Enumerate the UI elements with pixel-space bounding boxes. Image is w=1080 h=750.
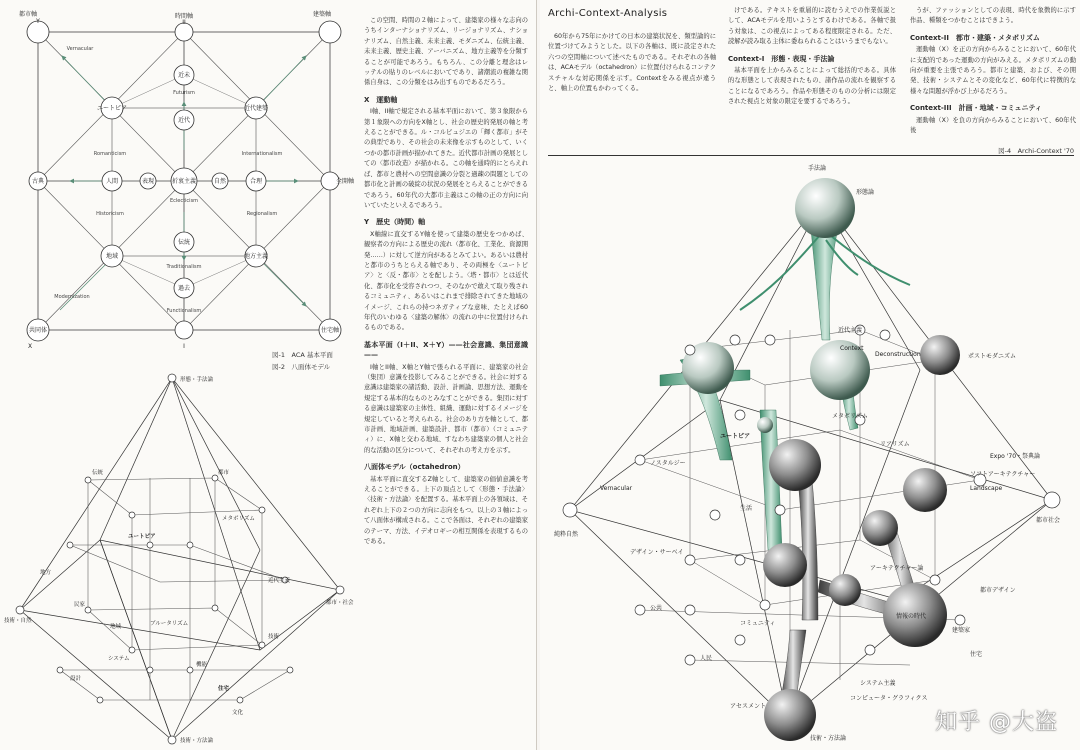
label-housing-axis: 住宅軸 — [320, 327, 340, 334]
sphere-top — [795, 178, 855, 238]
label-open-axis: 全開軸 — [335, 178, 355, 185]
label-eclecticism: Eclecticism — [169, 198, 199, 204]
context-1-heading: Context-I 形態・表現・手法論 — [728, 54, 835, 63]
right-text-column-1 — [548, 32, 716, 100]
oct-label-brutalism: ブルータリズム — [150, 621, 189, 627]
label-nature: 自然 — [213, 178, 227, 185]
f4-post-modern: ポストモダニズム — [968, 353, 1017, 360]
f4-landscape: Landscape — [970, 485, 1003, 492]
oct-label-city: 都市 — [218, 470, 230, 476]
oct-label-tradition: 伝統 — [92, 470, 104, 476]
section-y-title: Y 歴史（時間）軸 — [364, 218, 426, 227]
label-vernacular: Vernacular — [66, 46, 94, 52]
f4-arch-fake: ソフトアーキテクチャー — [970, 471, 1036, 478]
section-x-title: X 運動軸 — [364, 95, 398, 104]
label-axis-x: X — [27, 343, 33, 350]
f4-community: コミュニティ — [740, 620, 776, 627]
label-modern: 近代 — [177, 117, 191, 124]
label-axis-ii: II — [182, 19, 186, 26]
figure-octahedron-model — [0, 370, 360, 748]
figure-divider — [548, 155, 1074, 156]
label-human: 人間 — [105, 178, 119, 185]
label-top-center: 時間軸 — [174, 13, 194, 20]
oct-label-vernacular: 民家 — [74, 602, 86, 608]
label-axis-y: Y — [36, 18, 40, 25]
f4-utopia: ユートピア — [720, 433, 751, 440]
oct-label-modern: 近代主義 — [268, 578, 291, 584]
label-top-left: 都市軸 — [18, 11, 38, 18]
label-romanticism: Romanticism — [93, 151, 127, 157]
context-3-heading: Context-III 計画・地域・コミュニティ — [910, 104, 1042, 113]
f4-public: 公共 — [650, 605, 663, 612]
oct-label-top: 形態・手法論 — [180, 377, 214, 383]
sphere-bottom — [764, 689, 816, 741]
oct-label-region2: 地方 — [40, 570, 52, 576]
f4-city-design: 都市デザイン — [980, 587, 1016, 594]
context-2-body: 運動軸（X）を正の方向からみることにおいて、60年代に支配的であった運動の方向がみえる。メタボリズムの動向が重要を主張であろう。都市と建築、および、その開発、技術・システムとその変化など、60年代に特徴的な様々な問題が浮かび上がるだろう。 — [910, 46, 1076, 95]
label-functionalism: Functionalism — [166, 308, 202, 314]
label-top-right: 建築軸 — [312, 11, 332, 18]
label-modern-arch: 近代建築 — [243, 105, 269, 112]
oct-label-system: システム — [108, 656, 130, 662]
label-past: 過去 — [177, 285, 191, 292]
left-text-column — [364, 16, 528, 554]
section-octa-body: 基本平面に直交するZ軸として、建築家の価値意識を考えることができる。上下の頂点として〈形態・手法論〉〈技術・方法論〉を配置する。基本平面上の各領域は、それぞれ上下の２つの方向に志向をもつ。以上の３軸によって八面体が構成される。ここで各面は、それぞれの建築家のテーマ、方法、イデオロギーの相互関係を表現するものである。 — [364, 475, 528, 546]
label-internationalism: Internationalism — [241, 151, 283, 157]
section-x-body: I軸、II軸で規定される基本平面において、第３象限から第１象限への方向をX軸とし、社会の歴史的発展の軸と考えることができる。ル・コルビュジエの「輝く都市」がその典型であり、その社会の未来像を示すものとして、いくつかの都市計画が描かれてきた。近代都市計画の発展としての〈都市改造〉が描かれる。この軸を通時的にとらえれば、都市と農村への空間意識の分裂と過疎の問題としての都市化と計画の破綻の状況の発展をとらえることができるであろう。60年代の大都市主義はこの軸の正の方向に向いていたといえるであろう。 — [364, 108, 528, 209]
context-3-body: 運動軸（X）を負の方向からみることにおいて、60年代後 — [910, 116, 1076, 135]
label-historicism: Historicism — [96, 211, 124, 217]
f4-top: 手法論 — [808, 165, 827, 172]
left-page — [0, 0, 537, 750]
label-local: 地域 — [105, 253, 119, 260]
right-col1-paragraph: 60年から75年にかけての日本の建築状況を、類型論的に位置づけてみようとした。以下の各軸は、既に設定された六つの空間軸について述べたものである。それぞれの各軸は、ACAモデル（octahedron）に位置付けられるコンテクスチャルな対応関係を示す。Contextをみる視点が違うと、軸上の位置もかわってくる。 — [548, 33, 716, 93]
context-2-heading: Context-II 都市・建築・メタボリズム — [910, 33, 1040, 42]
oct-label-technology: 技術 — [268, 634, 280, 640]
oct-label-right: 都市・社会 — [326, 600, 354, 606]
label-regionalism: Regionalism — [246, 211, 278, 217]
section-plane-body: I軸とII軸、X軸とY軸で張られる平面に、建築家の社会（集団）意識を投影してみることができる。社会に対する意識は建築家の諸活動、設計、計画論、思想方法、運動を規定する基本的なものとみなすことができる。集団に対する意識は建築家の主体性、組織、運動に対するイメージを規定していると考えられる。社会のあり方を軸として、都市計画、地域計画、建築設計、都市（都市）（コミュニティ）に、X軸と交わる地域、すなわち建築家の個人と社会的な活動の区分について、それぞれの考え方を示す。 — [364, 363, 528, 454]
oct-label-metabolism: メタボリズム — [222, 516, 255, 522]
f4-architect: 建築家 — [952, 627, 971, 634]
f4-modern: 近代主義 — [838, 327, 863, 334]
f4-vernacular: Vernacular — [600, 485, 633, 492]
figure4-caption: 図-4 Archi-Context '70 — [998, 147, 1074, 155]
f4-deconstruct: Deconstruction — [875, 351, 921, 358]
section-octa-title: 八面体モデル（octahedron） — [364, 463, 465, 472]
label-modernization: Modernization — [54, 294, 90, 300]
label-axis-i: I — [183, 343, 185, 350]
f4-bottom: 技術・方法論 — [810, 735, 847, 742]
oct-label-housing: 住宅 — [218, 686, 230, 692]
context-1-body: 基本平面を上からみることによって総括的である。具体的な形態として表現されたもの、諸作品の流れを観察することになるであろう。作品や形態そのものの分析には限定された視点と対象の限定を要するであろう。 — [728, 67, 896, 106]
oct-label-culture: 文化 — [232, 710, 244, 716]
label-utopia: ユートピア — [96, 105, 128, 112]
f4-left: 純粋自然 — [554, 531, 579, 538]
label-futurism: Futurism — [173, 90, 195, 96]
f4-expo: Expo '70・祭典論 — [990, 453, 1041, 460]
f4-design-survey: デザイン・サーベイ — [630, 549, 684, 556]
label-expression: 表現 — [141, 178, 155, 185]
f4-assessment: アセスメント — [730, 703, 766, 710]
label-rational: 合理 — [249, 178, 263, 185]
section-plane-title: 基本平面（I＋II、X＋Y）——社会意識、集団意識—— — [364, 340, 528, 360]
figure-archi-context-70 — [540, 160, 1080, 748]
f4-archi-ways: アーキテクチャー論 — [870, 565, 924, 572]
intro-paragraph: この空間、時間の２軸によって、建築家の様々な志向のうちインターナショナリズム、リージョナリズム、ナショナリズム、自然主義、未来主義、モダニズム、伝統主義、未来主義、歴史主義、アーバニズム、地方主義等を分類することが可能であろう。もちろん、この分離と理念はレッテルの貼りのレベルにおいてであり、諸潮流の複雑な関係自身は、この分類をはみ出すものであるだろう。 — [364, 17, 528, 87]
label-near-future: 近未 — [177, 72, 191, 79]
section-y-body: X軸線に直交するY軸を使って建築の歴史をつかめば、観察者の方向による歴史の流れ（都市化、工業化、資源開発……）に対して逆方向があるとみてよい。あるいは農村と都市のうちとらえる軸であり、その両極を〈ユートピア〉と〈反・都市〉とを配しよう。〈塔・都市〉とは近代化、都市化を受容されつつ、そのなかで敢えて取り残されるコミュニティ、あるいはこれまで排除されてきた地域のイメージ、これらの持つネガティブな意味、たとえば60年代のいわゆる〈建築の解体〉の流れの中に位置付けられるものである。 — [364, 230, 528, 332]
f4-people: 人民 — [700, 655, 713, 662]
label-traditionalism: Traditionalism — [166, 264, 202, 270]
right-col2-paragraph: けである。テキストを重層的に読むうえでの作業仮説として、ACAモデルを用いようとするわけである。各軸で扱う対象は、この視点によってある程度限定される。ただ、読解が読み取る主体に委ねられることはいうまでもない。 — [728, 7, 896, 46]
figure1-caption: 図-1 ACA 基本平面 — [272, 351, 333, 359]
right-page — [540, 0, 1080, 750]
label-regional: 地方主義 — [243, 253, 269, 260]
f4-life: 生活 — [740, 505, 753, 512]
label-classic: 古典 — [31, 178, 45, 185]
f4-info-age: 情報の時代 — [896, 613, 927, 620]
oct-label-function: 機能 — [196, 662, 208, 668]
label-community: 共同体 — [28, 327, 48, 334]
f4-realism: リアリズム — [880, 441, 910, 448]
figure-aca-basic-plane — [0, 10, 360, 355]
oct-label-region: 地域 — [110, 624, 122, 630]
right-text-column-2 — [728, 6, 896, 114]
label-tradition: 伝統 — [177, 239, 191, 246]
oct-label-bottom: 技術・方法論 — [180, 738, 214, 744]
right-text-column-3 — [910, 6, 1076, 142]
label-eclectic: 折衷主義 — [171, 178, 197, 185]
oct-label-design: 設計 — [70, 676, 82, 682]
f4-metabolism: メタボリズム — [832, 413, 868, 420]
right-col3-paragraph: うが、ファッションとしての表現、時代を象徴的に示す作品、種類をつかむことはできよう。 — [910, 7, 1076, 25]
watermark-zhihu: 知乎 @大盗 — [935, 710, 1058, 735]
oct-label-utopia: ユートピア — [128, 534, 156, 540]
figure2-caption: 図-2 八面体モデル — [272, 363, 331, 371]
article-title: Archi-Context-Analysis — [548, 8, 668, 19]
f4-context: Context — [840, 345, 864, 352]
f4-nostalgia: ノスタルジー — [650, 460, 686, 467]
f4-right: 都市社会 — [1036, 517, 1061, 524]
f4-computer: コンピュータ・グラフィクス — [850, 695, 928, 702]
f4-housing: 住宅 — [970, 651, 983, 658]
f4-top-sub: 形態論 — [856, 189, 875, 196]
f4-systems: システム主義 — [860, 680, 896, 687]
oct-label-left: 技術・自然 — [4, 618, 32, 624]
